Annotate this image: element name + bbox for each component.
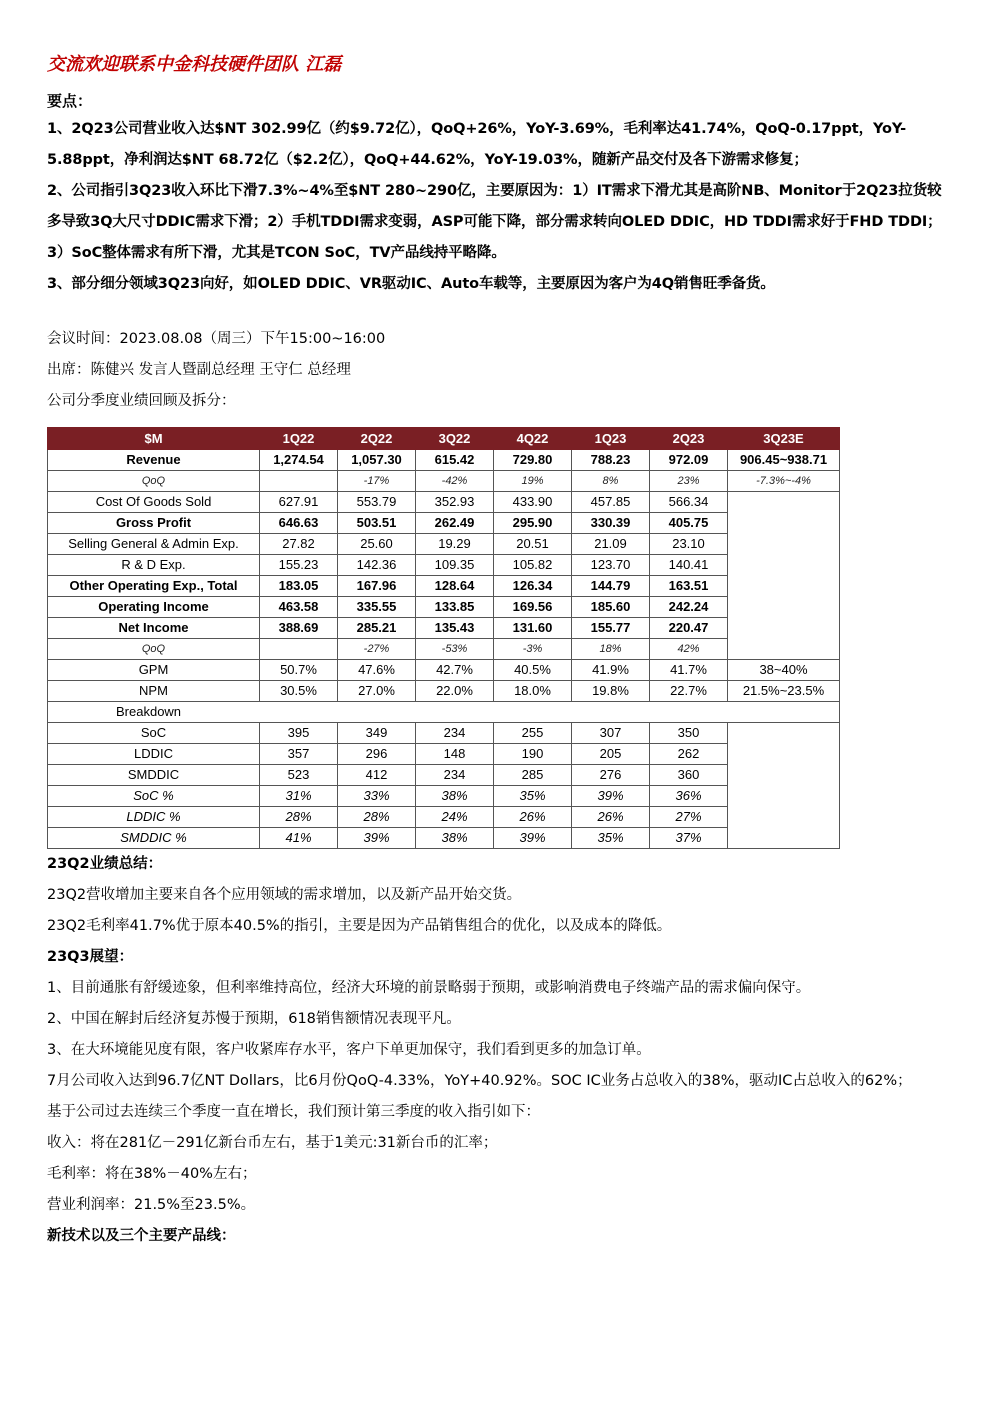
table-cell: 307 xyxy=(572,723,650,744)
table-cell: 39% xyxy=(338,828,416,849)
financial-table xyxy=(47,427,840,849)
table-cell: 23.10 xyxy=(650,534,728,555)
table-cell: 335.55 xyxy=(338,597,416,618)
outlook-paragraph: 1、目前通胀有舒缓迹象，但利率维持高位，经济大环境的前景略弱于预期，或影响消费电子终端产品的需求偏向保守。 xyxy=(47,980,811,996)
row-label: Other Operating Exp., Total xyxy=(48,576,260,597)
row-label: Net Income xyxy=(48,618,260,639)
table-cell: 35% xyxy=(572,828,650,849)
table-cell: 433.90 xyxy=(494,492,572,513)
table-cell: 142.36 xyxy=(338,555,416,576)
table-cell: 26% xyxy=(572,807,650,828)
table-row-smddic-pct xyxy=(48,828,840,849)
table-cell: 19% xyxy=(494,471,572,492)
table-cell: 39% xyxy=(572,786,650,807)
table-cell: 131.60 xyxy=(494,618,572,639)
table-cell: -53% xyxy=(416,639,494,660)
row-label: Cost Of Goods Sold xyxy=(48,492,260,513)
row-label: SoC xyxy=(48,723,260,744)
meeting-attendees: 出席：陈健兴 发言人暨副总经理 王守仁 总经理 xyxy=(47,362,351,378)
table-cell: 24% xyxy=(416,807,494,828)
row-label: Gross Profit xyxy=(48,513,260,534)
table-cell: 41% xyxy=(260,828,338,849)
table-cell: 41.7% xyxy=(650,660,728,681)
table-cell: 646.63 xyxy=(260,513,338,534)
table-cell: 109.35 xyxy=(416,555,494,576)
table-cell: 128.64 xyxy=(416,576,494,597)
table-row-soc xyxy=(48,723,840,744)
key-point-1: 1、2Q23公司营业收入达$NT 302.99亿（约$9.72亿），QoQ+26%，YoY-3.69%，毛利率达41.74%，QoQ-0.17ppt，YoY-5.88ppt，净利润达$NT 68.72亿（$2.2亿），QoQ+44.62%，YoY-19.03%，随新产品交付及各下游需求修复； xyxy=(47,121,907,168)
table-cell: 234 xyxy=(416,723,494,744)
table-cell: 352.93 xyxy=(416,492,494,513)
table-row-smddic xyxy=(48,765,840,786)
table-cell: 155.23 xyxy=(260,555,338,576)
table-cell: 350 xyxy=(650,723,728,744)
table-cell: 105.82 xyxy=(494,555,572,576)
row-label: LDDIC xyxy=(48,744,260,765)
header-cell: 4Q22 xyxy=(494,428,572,450)
table-cell: 627.91 xyxy=(260,492,338,513)
table-cell: 40.5% xyxy=(494,660,572,681)
document-body xyxy=(47,849,947,1252)
table-cell: 220.47 xyxy=(650,618,728,639)
table-cell: 457.85 xyxy=(572,492,650,513)
table-row-revenue xyxy=(48,450,840,471)
table-cell: 27% xyxy=(650,807,728,828)
table-cell: 144.79 xyxy=(572,576,650,597)
header-cell: $M xyxy=(48,428,260,450)
header-cell: 2Q22 xyxy=(338,428,416,450)
table-cell: 357 xyxy=(260,744,338,765)
row-label: GPM xyxy=(48,660,260,681)
table-cell: 906.45~938.71 xyxy=(728,450,840,471)
table-row-breakdown xyxy=(48,702,840,723)
table-cell: 255 xyxy=(494,723,572,744)
table-cell: 126.34 xyxy=(494,576,572,597)
table-cell: 19.8% xyxy=(572,681,650,702)
table-cell: 35% xyxy=(494,786,572,807)
table-cell: 330.39 xyxy=(572,513,650,534)
table-cell: 8% xyxy=(572,471,650,492)
table-cell: 41.9% xyxy=(572,660,650,681)
table-cell: 42.7% xyxy=(416,660,494,681)
table-cell: 185.60 xyxy=(572,597,650,618)
table-cell: 276 xyxy=(572,765,650,786)
outlook-paragraph: 基于公司过去连续三个季度一直在增长，我们预计第三季度的收入指引如下： xyxy=(47,1104,540,1120)
outlook-paragraph: 毛利率：将在38%－40%左右； xyxy=(47,1166,257,1182)
table-cell: 503.51 xyxy=(338,513,416,534)
table-row-revenue-qoq xyxy=(48,471,840,492)
table-row-net-income-qoq xyxy=(48,639,840,660)
outlook-paragraph: 营业利润率：21.5%至23.5%。 xyxy=(47,1197,256,1213)
table-cell: 566.34 xyxy=(650,492,728,513)
table-cell: 22.0% xyxy=(416,681,494,702)
table-cell: 412 xyxy=(338,765,416,786)
row-label: NPM xyxy=(48,681,260,702)
row-label: R & D Exp. xyxy=(48,555,260,576)
table-cell: 18% xyxy=(572,639,650,660)
summary-heading: 23Q2业绩总结： xyxy=(47,856,163,872)
table-cell: 405.75 xyxy=(650,513,728,534)
table-cell: 523 xyxy=(260,765,338,786)
table-row-operating-income xyxy=(48,597,840,618)
document-page xyxy=(47,52,947,1252)
table-cell: 163.51 xyxy=(650,576,728,597)
table-cell: 21.5%~23.5% xyxy=(728,681,840,702)
table-row-soc-pct xyxy=(48,786,840,807)
table-cell: 23% xyxy=(650,471,728,492)
table-cell: -27% xyxy=(338,639,416,660)
outlook-heading: 23Q3展望： xyxy=(47,949,134,965)
table-row-lddic-pct xyxy=(48,807,840,828)
table-cell: 148 xyxy=(416,744,494,765)
row-label: SMDDIC xyxy=(48,765,260,786)
table-cell: 553.79 xyxy=(338,492,416,513)
table-cell: 50.7% xyxy=(260,660,338,681)
row-label: LDDIC % xyxy=(48,807,260,828)
table-cell: 360 xyxy=(650,765,728,786)
table-cell xyxy=(260,639,338,660)
header-cell: 2Q23 xyxy=(650,428,728,450)
table-cell: 135.43 xyxy=(416,618,494,639)
table-cell: 25.60 xyxy=(338,534,416,555)
table-row-gpm xyxy=(48,660,840,681)
table-cell: 20.51 xyxy=(494,534,572,555)
table-cell: 27.0% xyxy=(338,681,416,702)
summary-paragraph: 23Q2毛利率41.7%优于原本40.5%的指引，主要是因为产品销售组合的优化，以及成本的降低。 xyxy=(47,918,672,934)
table-cell: 285.21 xyxy=(338,618,416,639)
table-cell: 37% xyxy=(650,828,728,849)
meeting-time: 会议时间：2023.08.08（周三）下午15:00~16:00 xyxy=(47,331,386,347)
document-title: 交流欢迎联系中金科技硬件团队 江磊 xyxy=(47,54,342,75)
table-cell: 205 xyxy=(572,744,650,765)
table-cell: 133.85 xyxy=(416,597,494,618)
table-cell: 1,057.30 xyxy=(338,450,416,471)
table-cell: 30.5% xyxy=(260,681,338,702)
table-cell: 183.05 xyxy=(260,576,338,597)
table-cell: 155.77 xyxy=(572,618,650,639)
table-row-lddic xyxy=(48,744,840,765)
table-cell: 21.09 xyxy=(572,534,650,555)
table-cell: -7.3%~-4% xyxy=(728,471,840,492)
table-cell: 38~40% xyxy=(728,660,840,681)
table-cell: 36% xyxy=(650,786,728,807)
table-cell: 28% xyxy=(260,807,338,828)
table-cell: 27.82 xyxy=(260,534,338,555)
table-row-cogs xyxy=(48,492,840,513)
row-label: Operating Income xyxy=(48,597,260,618)
table-cell: 28% xyxy=(338,807,416,828)
outlook-paragraph: 3、在大环境能见度有限，客户收紧库存水平，客户下单更加保守，我们看到更多的加急订单。 xyxy=(47,1042,651,1058)
row-label: Revenue xyxy=(48,450,260,471)
table-cell: 22.7% xyxy=(650,681,728,702)
table-cell: 349 xyxy=(338,723,416,744)
table-cell: 190 xyxy=(494,744,572,765)
table-cell: 262 xyxy=(650,744,728,765)
table-cell: 395 xyxy=(260,723,338,744)
table-cell: 47.6% xyxy=(338,660,416,681)
table-row-rd xyxy=(48,555,840,576)
table-cell: 295.90 xyxy=(494,513,572,534)
table-cell: 972.09 xyxy=(650,450,728,471)
outlook-paragraph: 2、中国在解封后经济复苏慢于预期，618销售额情况表现平凡。 xyxy=(47,1011,461,1027)
table-cell: 615.42 xyxy=(416,450,494,471)
header-cell: 3Q22 xyxy=(416,428,494,450)
table-cell: 1,274.54 xyxy=(260,450,338,471)
row-label: QoQ xyxy=(48,471,260,492)
table-cell: 18.0% xyxy=(494,681,572,702)
summary-paragraph: 23Q2营收增加主要来自各个应用领域的需求增加，以及新产品开始交货。 xyxy=(47,887,522,903)
key-point-2: 2、公司指引3Q23收入环比下滑7.3%~4%至$NT 280~290亿，主要原因为：1）IT需求下滑尤其是高阶NB、Monitor于2Q23拉货较多导致3Q大尺寸DDIC需求下滑；2）手机TDDI需求变弱，ASP可能下降，部分需求转向OLED DDIC，HD TDDI需求好于FHD TDDI；3）SoC整体需求有所下滑，尤其是TCON SoC，TV产品线持平略降。 xyxy=(47,183,942,261)
header-cell: 1Q22 xyxy=(260,428,338,450)
table-cell: 463.58 xyxy=(260,597,338,618)
table-cell: -3% xyxy=(494,639,572,660)
table-cell: 296 xyxy=(338,744,416,765)
new-tech-heading: 新技术以及三个主要产品线： xyxy=(47,1228,236,1244)
table-cell: 33% xyxy=(338,786,416,807)
table-cell: 388.69 xyxy=(260,618,338,639)
table-cell: 169.56 xyxy=(494,597,572,618)
key-point-3: 3、部分细分领域3Q23向好，如OLED DDIC、VR驱动IC、Auto车载等，主要原因为客户为4Q销售旺季备货。 xyxy=(47,276,775,292)
outlook-paragraph: 收入：将在281亿－291亿新台币左右，基于1美元:31新台币的汇率； xyxy=(47,1135,498,1151)
row-label: QoQ xyxy=(48,639,260,660)
table-cell: 262.49 xyxy=(416,513,494,534)
table-cell: 167.96 xyxy=(338,576,416,597)
breakdown-label: Breakdown xyxy=(48,702,840,723)
table-row-net-income xyxy=(48,618,840,639)
table-cell: 729.80 xyxy=(494,450,572,471)
table-row-sga xyxy=(48,534,840,555)
review-heading: 公司分季度业绩回顾及拆分： xyxy=(47,393,236,409)
table-cell: 38% xyxy=(416,786,494,807)
table-row-opex xyxy=(48,576,840,597)
table-cell: 285 xyxy=(494,765,572,786)
table-cell: 140.41 xyxy=(650,555,728,576)
table-cell: 788.23 xyxy=(572,450,650,471)
table-cell: 19.29 xyxy=(416,534,494,555)
table-cell: -17% xyxy=(338,471,416,492)
header-cell: 1Q23 xyxy=(572,428,650,450)
table-cell: 38% xyxy=(416,828,494,849)
table-cell: 123.70 xyxy=(572,555,650,576)
table-cell: 31% xyxy=(260,786,338,807)
row-label: Selling General & Admin Exp. xyxy=(48,534,260,555)
table-row-gross-profit xyxy=(48,513,840,534)
empty-guide-cell xyxy=(728,492,840,660)
table-cell: 42% xyxy=(650,639,728,660)
outlook-paragraph: 7月公司收入达到96.7亿NT Dollars，比6月份QoQ-4.33%，YoY+40.92%。SOC IC业务占总收入的38%，驱动IC占总收入的62%； xyxy=(47,1073,912,1089)
table-row-npm xyxy=(48,681,840,702)
key-points-heading: 要点： xyxy=(47,92,93,110)
table-cell: 234 xyxy=(416,765,494,786)
table-cell: 242.24 xyxy=(650,597,728,618)
table-header-row xyxy=(48,428,840,450)
table-cell xyxy=(260,471,338,492)
table-cell: 39% xyxy=(494,828,572,849)
header-cell: 3Q23E xyxy=(728,428,840,450)
table-cell: -42% xyxy=(416,471,494,492)
row-label: SMDDIC % xyxy=(48,828,260,849)
row-label: SoC % xyxy=(48,786,260,807)
table-cell: 26% xyxy=(494,807,572,828)
empty-guide-cell xyxy=(728,723,840,849)
